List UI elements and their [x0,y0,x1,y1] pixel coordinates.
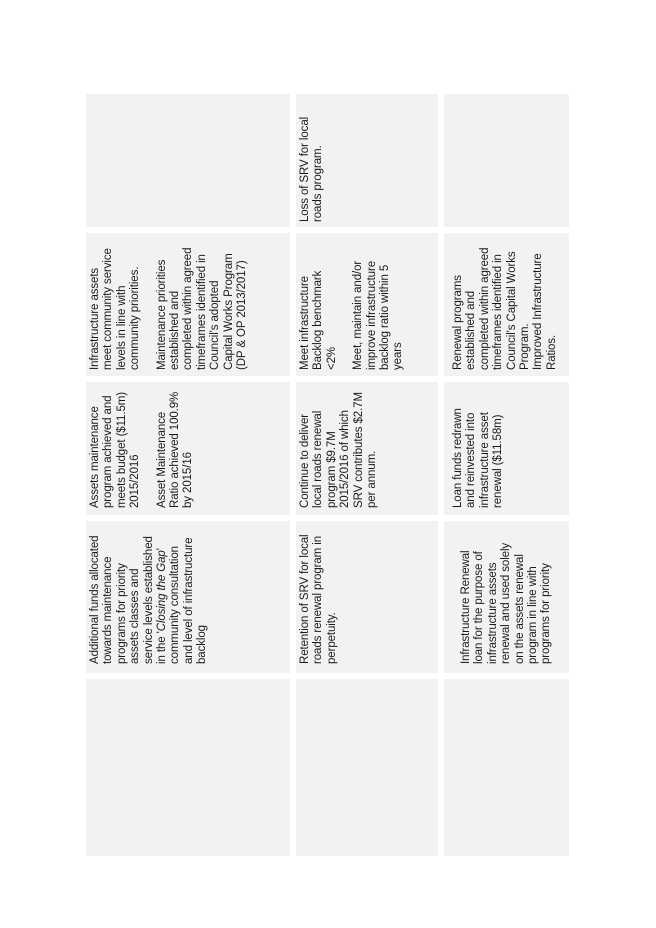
row2-outcome-text: Meet infrastructure Backlog benchmark <2% Meet, maintain and/or improve infrastructure backlog ratio within 5 years [299,260,405,370]
row1-achievement-text: Assets maintenance program achieved and meets budget ($11.5m) 2015/2016 Asset Maintenance Ratio achieved 100.9% by 2015/16 [89,391,195,508]
row3-achievement-text: Loan funds redrawn and reinvested into infrastructure asset renewal ($11.58m) [452,408,505,508]
row2-strategy-text: Retention of SRV for local roads renewal program in perpetuity. [299,534,338,664]
row3-outcome-text: Renewal programs established and completed within agreed timeframes identified in Council's Capital Works Program. Improved Infrastructure Ratios. [452,247,558,370]
row3-strategy-text: Infrastructure Renewal loan for the purpose of infrastructure assets renewal and used solely on the assets renewal program in line with programs for priority [460,542,553,664]
table-cell [296,679,438,856]
table-cell [86,94,290,227]
table-cell [444,679,569,856]
row2-risk-text: Loss of SRV for local roads program. [299,116,325,222]
row2-achievement-text: Continue to deliver local roads renewal program $9.7M 2015/2016 of which SRV contributes $2.7M per annum. [299,392,379,508]
row1-outcome-text: Infrastructure assets meet community service levels in line with community priorities. Maintenance priorities established and completed within agreed timeframes identified in Council's adopted Capital Works Program (DP & OP 2013/2017) [89,247,249,370]
row1-strategy-text: Additional funds allocated towards maintenance programs for priority assets classes and service levels established in the 'Closing the Gap' community consultation and level of infrastructure backlog [89,535,209,664]
table-cell [444,94,569,227]
table-cell [86,679,290,856]
